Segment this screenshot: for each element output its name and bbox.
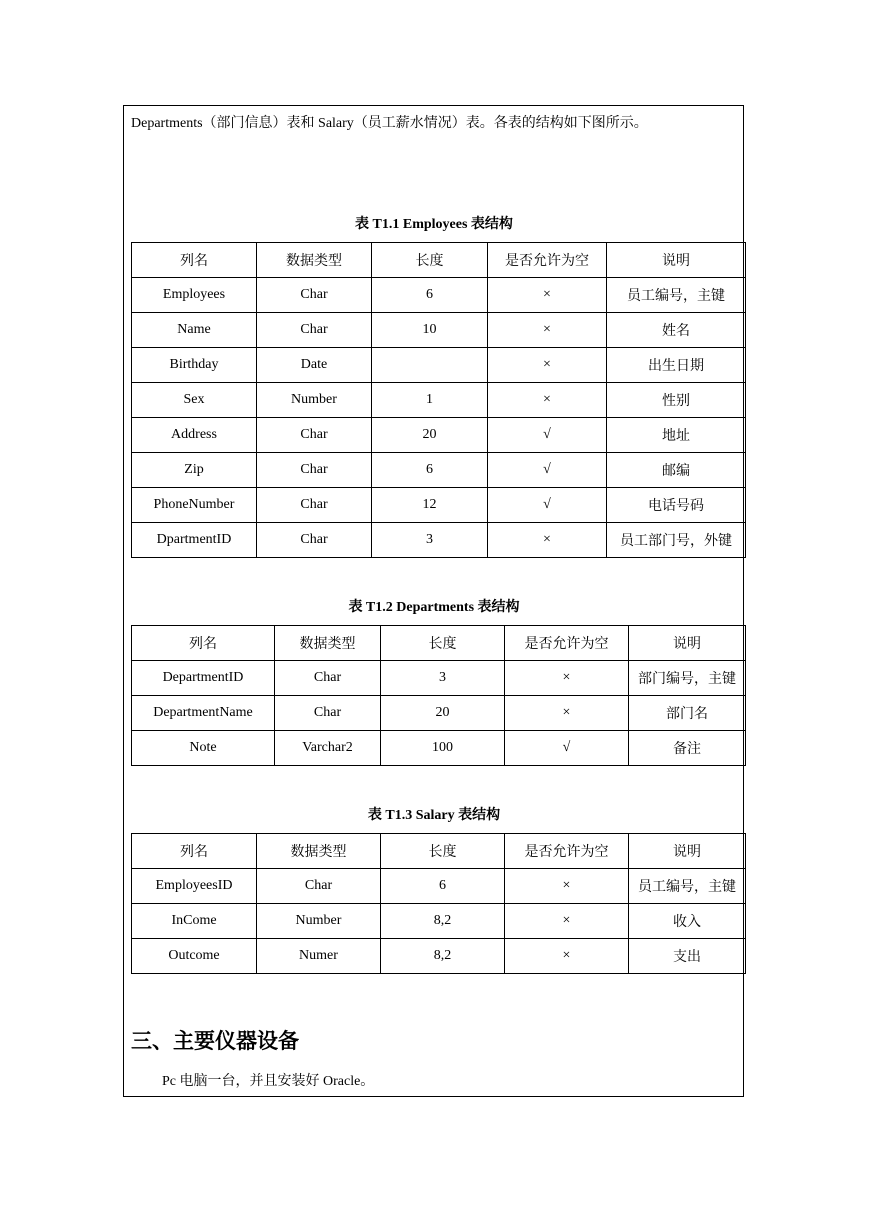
- table-row: [132, 313, 746, 348]
- table-cell: Number: [257, 383, 372, 418]
- table-row: [132, 696, 746, 731]
- table-cell: 员工部门号，外键: [607, 523, 746, 558]
- table-cell: Address: [132, 418, 257, 453]
- table-cell: 8,2: [381, 939, 505, 974]
- table-cell: Number: [257, 904, 381, 939]
- header-cell: 是否允许为空: [488, 243, 607, 278]
- table-cell: 收入: [629, 904, 746, 939]
- table-cell: 地址: [607, 418, 746, 453]
- table-cell: Name: [132, 313, 257, 348]
- table-cell: InCome: [132, 904, 257, 939]
- table-cell: 姓名: [607, 313, 746, 348]
- table-header-row: [132, 626, 746, 661]
- table-cell: ×: [505, 696, 629, 731]
- table-cell: 性别: [607, 383, 746, 418]
- table-row: [132, 383, 746, 418]
- table-row: [132, 869, 746, 904]
- header-cell: 说明: [629, 834, 746, 869]
- table-cell: √: [488, 418, 607, 453]
- table-cell: Char: [257, 453, 372, 488]
- table-cell: Date: [257, 348, 372, 383]
- table-cell: Sex: [132, 383, 257, 418]
- table-row: [132, 523, 746, 558]
- table-cell: ×: [505, 869, 629, 904]
- table-caption-departments: 表 T1.2 Departments 表结构: [348, 600, 520, 615]
- table-row: [132, 348, 746, 383]
- table-cell: 支出: [629, 939, 746, 974]
- table-cell: DpartmentID: [132, 523, 257, 558]
- header-cell: 列名: [132, 243, 257, 278]
- table-cell: Char: [257, 313, 372, 348]
- departments-table: [131, 625, 746, 766]
- table-cell: ×: [505, 939, 629, 974]
- table-cell: Char: [275, 661, 381, 696]
- table-cell: 6: [372, 278, 488, 313]
- table-cell: Outcome: [132, 939, 257, 974]
- table-cell: ×: [488, 278, 607, 313]
- intro-text: Departments（部门信息）表和 Salary（员工薪水情况）表。各表的结构如下图所示。: [131, 116, 648, 131]
- header-cell: 是否允许为空: [505, 626, 629, 661]
- table-cell: 8,2: [381, 904, 505, 939]
- table-cell: ×: [488, 383, 607, 418]
- table-cell: ×: [505, 661, 629, 696]
- table-cell: 员工编号，主键: [607, 278, 746, 313]
- table-cell: ×: [488, 313, 607, 348]
- table-cell: 3: [381, 661, 505, 696]
- table-cell: Varchar2: [275, 731, 381, 766]
- table-cell: 邮编: [607, 453, 746, 488]
- table-cell: 电话号码: [607, 488, 746, 523]
- table-cell: √: [488, 488, 607, 523]
- table-caption-salary: 表 T1.3 Salary 表结构: [367, 808, 501, 823]
- table-row: [132, 731, 746, 766]
- table-cell: Note: [132, 731, 275, 766]
- table-header-row: [132, 243, 746, 278]
- table-cell: 部门编号，主键: [629, 661, 746, 696]
- equipment-text: Pc 电脑一台，并且安装好 Oracle。: [162, 1074, 375, 1089]
- table-cell: DepartmentName: [132, 696, 275, 731]
- table-cell: Employees: [132, 278, 257, 313]
- salary-table-body: [132, 834, 746, 974]
- table-cell: ×: [488, 523, 607, 558]
- table-cell: Char: [257, 488, 372, 523]
- table-header-row: [132, 834, 746, 869]
- header-cell: 说明: [607, 243, 746, 278]
- table-cell: Char: [257, 278, 372, 313]
- header-cell: 长度: [381, 626, 505, 661]
- table-cell: 6: [381, 869, 505, 904]
- table-cell: Birthday: [132, 348, 257, 383]
- header-cell: 说明: [629, 626, 746, 661]
- table-cell: 100: [381, 731, 505, 766]
- table-cell: 12: [372, 488, 488, 523]
- table-cell: Zip: [132, 453, 257, 488]
- table-cell: ×: [505, 904, 629, 939]
- header-cell: 数据类型: [257, 834, 381, 869]
- table-row: [132, 278, 746, 313]
- table-cell: [372, 348, 488, 383]
- table-cell: √: [488, 453, 607, 488]
- table-cell: √: [505, 731, 629, 766]
- table-cell: 6: [372, 453, 488, 488]
- table-cell: Numer: [257, 939, 381, 974]
- header-cell: 是否允许为空: [505, 834, 629, 869]
- table-row: [132, 939, 746, 974]
- table-cell: ×: [488, 348, 607, 383]
- table-cell: Char: [257, 869, 381, 904]
- table-cell: 备注: [629, 731, 746, 766]
- header-cell: 长度: [372, 243, 488, 278]
- table-cell: PhoneNumber: [132, 488, 257, 523]
- table-cell: DepartmentID: [132, 661, 275, 696]
- table-cell: 出生日期: [607, 348, 746, 383]
- header-cell: 数据类型: [257, 243, 372, 278]
- header-cell: 列名: [132, 834, 257, 869]
- table-row: [132, 453, 746, 488]
- table-cell: 3: [372, 523, 488, 558]
- table-cell: 部门名: [629, 696, 746, 731]
- table-cell: Char: [275, 696, 381, 731]
- table-cell: Char: [257, 418, 372, 453]
- header-cell: 列名: [132, 626, 275, 661]
- table-cell: Char: [257, 523, 372, 558]
- table-cell: 20: [372, 418, 488, 453]
- salary-table: [131, 833, 746, 974]
- header-cell: 数据类型: [275, 626, 381, 661]
- table-row: [132, 661, 746, 696]
- table-row: [132, 488, 746, 523]
- table-cell: EmployeesID: [132, 869, 257, 904]
- employees-table: [131, 242, 746, 558]
- table-cell: 10: [372, 313, 488, 348]
- table-row: [132, 904, 746, 939]
- employees-table-body: [132, 243, 746, 558]
- table-cell: 1: [372, 383, 488, 418]
- section-heading: 三、主要仪器设备: [131, 1029, 299, 1053]
- table-row: [132, 418, 746, 453]
- table-cell: 员工编号，主键: [629, 869, 746, 904]
- departments-table-body: [132, 626, 746, 766]
- table-caption-employees: 表 T1.1 Employees 表结构: [355, 217, 513, 232]
- header-cell: 长度: [381, 834, 505, 869]
- table-cell: 20: [381, 696, 505, 731]
